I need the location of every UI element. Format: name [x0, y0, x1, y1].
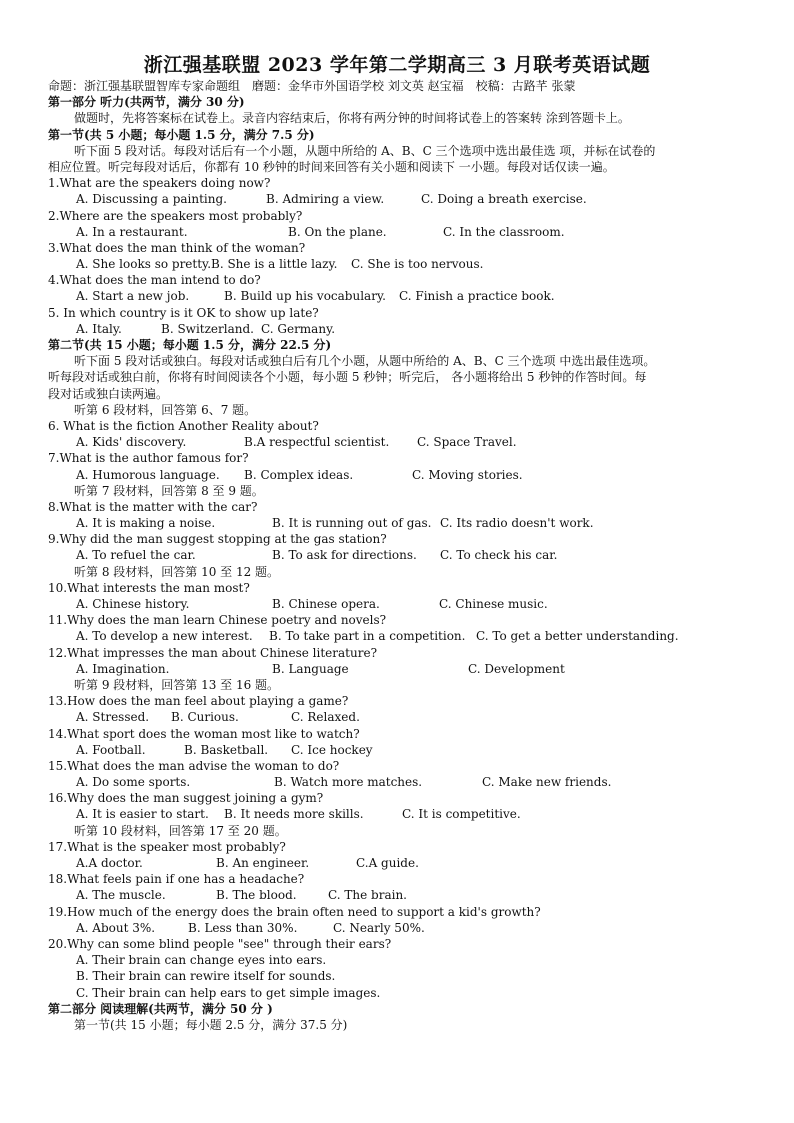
- option-b: B. Complex ideas.: [244, 467, 354, 482]
- question-2: 2.Where are the speakers most probably?: [48, 208, 303, 223]
- option-c: C. She is too nervous.: [351, 257, 484, 272]
- option-c: C. The brain.: [328, 888, 407, 903]
- question-10: 10.What interests the man most?: [48, 580, 250, 595]
- option-c: C. Relaxed.: [291, 710, 360, 725]
- option-a: A. Imagination.: [76, 661, 170, 676]
- option-b: B. An engineer.: [216, 856, 310, 870]
- option-a: A. Stressed.: [76, 710, 150, 725]
- option-b: B. It is running out of gas.: [272, 516, 432, 531]
- question-15-options: [48, 774, 758, 790]
- option-a: A. Italy.: [76, 321, 122, 336]
- question-11-options: [48, 628, 758, 644]
- option-c: C. To check his car.: [440, 548, 558, 563]
- option-b: B. Basketball.: [184, 742, 269, 757]
- section1-heading: 第一节(共 5 小题；每小题 1.5 分，满分 7.5 分): [48, 127, 315, 142]
- material-7-instruction: 听第 7 段材料，回答第 8 至 9 题。: [74, 483, 264, 498]
- question-18-options: [48, 887, 758, 903]
- option-a: A. The muscle.: [76, 888, 166, 903]
- question-17-options: [48, 855, 758, 871]
- option-a: A. Discussing a painting.: [76, 192, 227, 207]
- question-11: 11.Why does the man learn Chinese poetry and novels?: [48, 613, 387, 628]
- part2-heading: 第二部分 阅读理解(共两节，满分 50 分 ): [48, 1001, 273, 1016]
- question-14-options: [48, 742, 758, 758]
- question-13-options: [48, 709, 758, 725]
- section1-intro-line2: 相应位置。听完每段对话后，你都有 10 秒钟的时间来回答有关小题和阅读下 一小题。每段对话仅读一遍。: [48, 159, 615, 174]
- section2-intro-line2: 听每段对话或独白前，你将有时间阅读各个小题，每小题 5 秒钟；听完后， 各小题将给出 5 秒钟的作答时间。每: [48, 370, 647, 385]
- material-9-instruction: 听第 9 段材料，回答第 13 至 16 题。: [74, 677, 280, 692]
- option-a: A. Their brain can change eyes into ears.: [76, 953, 327, 968]
- material-8-instruction: 听第 8 段材料，回答第 10 至 12 题。: [74, 564, 280, 579]
- option-c: C. Finish a practice book.: [399, 289, 555, 304]
- question-1: 1.What are the speakers doing now?: [48, 176, 271, 191]
- option-a: A. Do some sports.: [76, 775, 191, 790]
- question-8: 8.What is the matter with the car?: [48, 499, 258, 514]
- question-1-options: [48, 191, 758, 207]
- option-c: C. Its radio doesn't work.: [440, 516, 594, 531]
- option-b: B. Chinese opera.: [272, 597, 380, 611]
- option-b: B. To take part in a competition.: [269, 629, 466, 644]
- material-6-instruction: 听第 6 段材料，回答第 6、7 题。: [74, 402, 257, 417]
- question-12: 12.What impresses the man about Chinese literature?: [48, 645, 377, 660]
- question-19-options: [48, 920, 758, 936]
- option-b: B. Less than 30%.: [188, 920, 298, 935]
- question-15: 15.What does the man advise the woman to do?: [48, 758, 340, 773]
- option-b: B. Curious.: [171, 710, 239, 725]
- question-20: 20.Why can some blind people "see" through their ears?: [48, 936, 392, 951]
- option-c: C. Make new friends.: [482, 775, 612, 790]
- section1-intro-line1: 听下面 5 段对话。每段对话后有一个小题，从题中所给的 A、B、C 三个选项中选出最佳选 项，并标在试卷的: [74, 143, 656, 158]
- question-5: 5. In which country is it OK to show up late?: [48, 305, 319, 320]
- option-c: C. Nearly 50%.: [333, 920, 425, 935]
- question-12-options: [48, 661, 758, 677]
- option-b: B. Their brain can rewire itself for sounds.: [76, 969, 336, 984]
- question-7: 7.What is the author famous for?: [48, 451, 249, 466]
- question-7-options: [48, 467, 758, 483]
- option-b: B. Admiring a view.: [266, 192, 385, 207]
- option-a: A. It is easier to start.: [76, 807, 209, 822]
- option-c: C. Germany.: [261, 321, 336, 336]
- option-a: A. She looks so pretty.: [76, 257, 212, 272]
- question-18: 18.What feels pain if one has a headache?: [48, 872, 305, 887]
- question-19: 19.How much of the energy does the brain often need to support a kid's growth?: [48, 904, 541, 919]
- question-4: 4.What does the man intend to do?: [48, 273, 261, 288]
- question-6-options: [48, 434, 758, 450]
- option-c: C. Their brain can help ears to get simple images.: [76, 985, 381, 1000]
- option-c: C. Ice hockey: [291, 742, 373, 757]
- option-b: B. To ask for directions.: [272, 548, 417, 563]
- credits-line: 命题：浙江强基联盟智库专家命题组 磨题：金华市外国语学校 刘文英 赵宝福 校稿：古路芊 张蒙: [48, 79, 576, 93]
- option-a: A. Kids' discovery.: [76, 435, 187, 450]
- section2-heading: 第二节(共 15 小题；每小题 1.5 分，满分 22.5 分): [48, 338, 332, 352]
- option-a: A. Humorous language.: [76, 467, 220, 482]
- option-c: C. Moving stories.: [412, 467, 523, 482]
- option-c: C. Doing a breath exercise.: [421, 192, 587, 207]
- option-c: C. Chinese music.: [439, 597, 548, 611]
- question-13: 13.How does the man feel about playing a game?: [48, 694, 349, 709]
- page-title: 浙江强基联盟 2023 学年第二学期高三 3 月联考英语试题: [143, 54, 651, 76]
- question-2-options: [48, 224, 758, 240]
- question-9: 9.Why did the man suggest stopping at the gas station?: [48, 532, 387, 547]
- option-a: A. Chinese history.: [76, 597, 190, 611]
- question-4-options: [48, 288, 758, 304]
- option-a: A. To refuel the car.: [76, 548, 196, 563]
- part1-heading: 第一部分 听力(共两节，满分 30 分): [48, 95, 245, 110]
- option-b: B. She is a little lazy.: [211, 257, 338, 272]
- option-b: B. Build up his vocabulary.: [224, 289, 386, 304]
- option-c: C. It is competitive.: [402, 807, 521, 822]
- question-6: 6. What is the fiction Another Reality about?: [48, 418, 319, 433]
- question-3-options: [48, 256, 758, 272]
- question-14: 14.What sport does the woman most like to watch?: [48, 726, 360, 741]
- part2-section1-heading: 第一节(共 15 小题；每小题 2.5 分，满分 37.5 分): [74, 1017, 348, 1032]
- option-b: B.A respectful scientist.: [244, 435, 390, 450]
- question-16: 16.Why does the man suggest joining a gym?: [48, 791, 324, 806]
- option-b: B. The blood.: [216, 888, 297, 903]
- option-a: A. Football.: [76, 742, 146, 757]
- option-a: A.A doctor.: [76, 856, 143, 870]
- option-a: A. To develop a new interest.: [76, 629, 253, 644]
- question-16-options: [48, 806, 758, 822]
- material-10-instruction: 听第 10 段材料，回答第 17 至 20 题。: [74, 823, 287, 838]
- option-c: C. In the classroom.: [443, 224, 565, 239]
- option-a: A. In a restaurant.: [76, 224, 188, 239]
- question-9-options: [48, 547, 758, 563]
- option-c: C.A guide.: [356, 856, 419, 870]
- section2-intro-line3: 段对话或独白读两遍。: [48, 386, 169, 401]
- section2-intro-line1: 听下面 5 段对话或独白。每段对话或独白后有几个小题，从题中所给的 A、B、C 三个选项 中选出最佳选项。: [74, 354, 656, 369]
- option-c: C. To get a better understanding.: [476, 629, 679, 644]
- part1-intro: 做题时，先将答案标在试卷上。录音内容结束后，你将有两分钟的时间将试卷上的答案转 涂到答题卡上。: [74, 111, 630, 126]
- option-b: B. Switzerland.: [161, 321, 254, 336]
- option-b: B. It needs more skills.: [224, 807, 364, 822]
- option-c: C. Development: [468, 661, 565, 676]
- question-3: 3.What does the man think of the woman?: [48, 240, 306, 255]
- option-a: A. Start a new job.: [76, 289, 190, 304]
- exam-body: [48, 78, 758, 1033]
- question-10-options: [48, 596, 758, 612]
- question-5-options: [48, 321, 758, 337]
- option-a: A. It is making a noise.: [76, 516, 216, 531]
- option-c: C. Space Travel.: [417, 435, 517, 450]
- option-b: B. On the plane.: [288, 224, 387, 239]
- option-b: B. Language: [272, 661, 349, 676]
- option-b: B. Watch more matches.: [274, 775, 423, 790]
- question-8-options: [48, 515, 758, 531]
- question-17: 17.What is the speaker most probably?: [48, 839, 286, 854]
- option-a: A. About 3%.: [76, 920, 156, 935]
